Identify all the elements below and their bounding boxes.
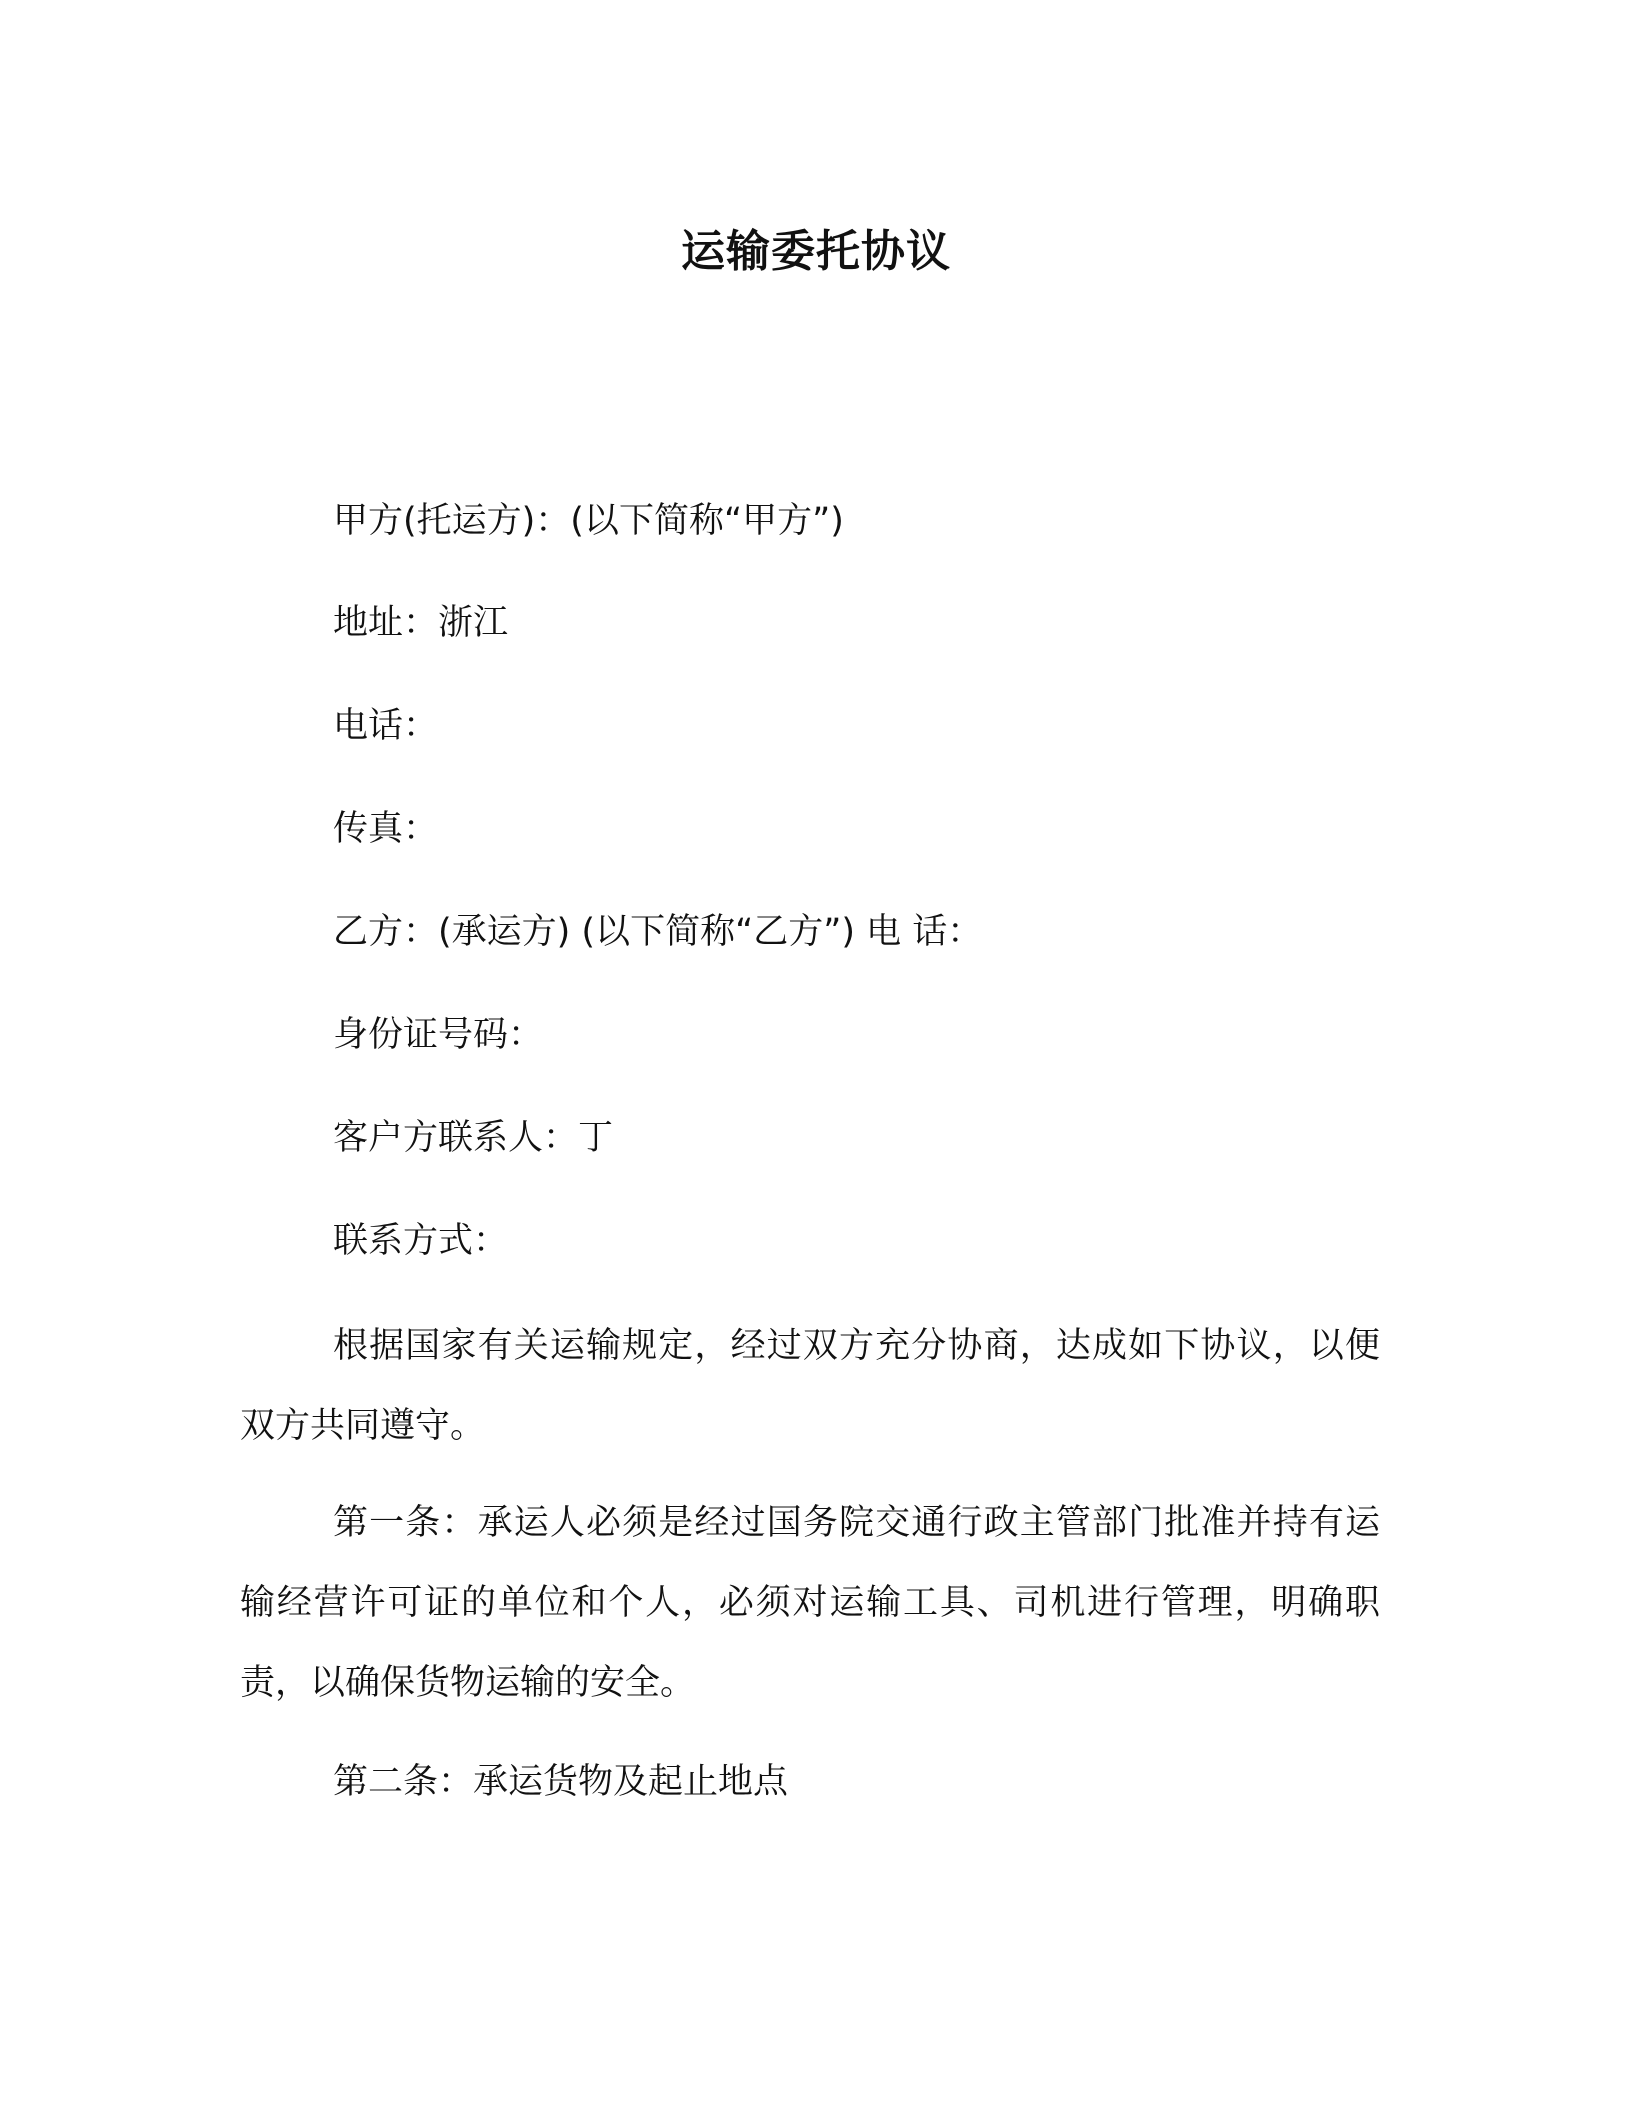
fax-line: 传真： <box>333 809 439 849</box>
party-a-line: 甲方(托运方)：(以下简称“甲方”) <box>333 501 844 541</box>
preamble-paragraph: 根据国家有关运输规定，经过双方充分协商，达成如下协议，以便双方共同遵守。 <box>240 1326 1380 1446</box>
article-1-paragraph: 第一条：承运人必须是经过国务院交通行政主管部门批准并持有运输经营许可证的单位和个人，必须对运输工具、司机进行管理，明确职责，以确保货物运输的安全。 <box>240 1503 1380 1703</box>
document-title: 运输委托协议 <box>681 226 951 277</box>
client-contact-line: 客户方联系人：丁 <box>333 1118 614 1158</box>
article-2-heading: 第二条：承运货物及起止地点 <box>333 1762 789 1802</box>
contact-method-line: 联系方式： <box>333 1221 509 1261</box>
id-number-line: 身份证号码： <box>333 1015 544 1055</box>
address-line: 地址：浙江 <box>333 603 509 643</box>
phone-line: 电话： <box>333 706 439 746</box>
party-b-line: 乙方：(承运方) (以下简称“乙方”) 电 话： <box>333 912 983 952</box>
